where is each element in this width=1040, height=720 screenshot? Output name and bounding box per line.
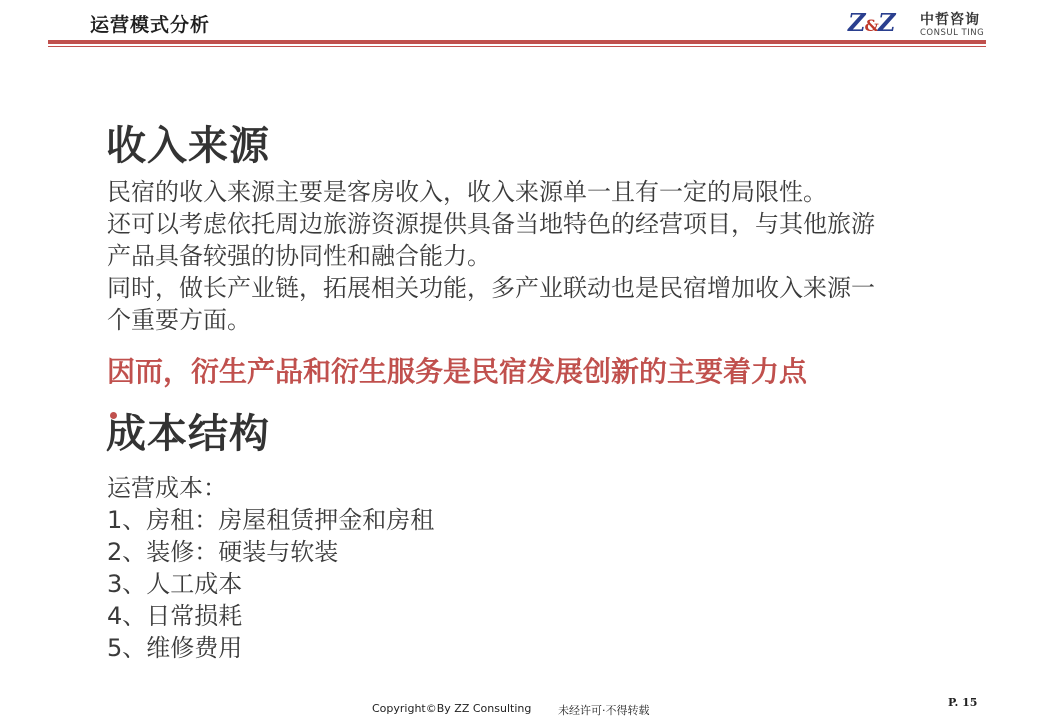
cost-body bbox=[107, 472, 987, 664]
slide-title: 运营模式分析 bbox=[90, 14, 211, 36]
income-heading: 收入来源 bbox=[106, 123, 270, 169]
cost-line: 3、人工成本 bbox=[107, 570, 243, 598]
footer-copyright: Copyright©By ZZ Consulting bbox=[372, 702, 532, 715]
header-divider-thick bbox=[48, 40, 986, 44]
income-line: 同时，做长产业链，拓展相关功能，多产业联动也是民宿增加收入来源一 bbox=[107, 274, 875, 302]
income-body bbox=[107, 176, 987, 336]
income-line: 还可以考虑依托周边旅游资源提供具备当地特色的经营项目，与其他旅游 bbox=[107, 210, 875, 238]
page-number: P. 15 bbox=[948, 696, 978, 709]
cost-line: 1、房租：房屋租赁押金和房租 bbox=[107, 506, 435, 534]
cost-line: 5、维修费用 bbox=[107, 634, 243, 662]
cost-line: 运营成本： bbox=[107, 474, 227, 502]
footer-notice: 未经许可·不得转载 bbox=[558, 704, 650, 717]
cost-heading: 成本结构 bbox=[106, 411, 270, 457]
logo-mark: Z&Z bbox=[848, 8, 895, 37]
income-line: 民宿的收入来源主要是客房收入，收入来源单一且有一定的局限性。 bbox=[107, 178, 827, 206]
income-line: 产品具备较强的协同性和融合能力。 bbox=[107, 242, 491, 270]
company-logo bbox=[848, 8, 988, 40]
cost-line: 4、日常损耗 bbox=[107, 602, 243, 630]
cost-line: 2、装修：硬装与软装 bbox=[107, 538, 339, 566]
header-divider-thin bbox=[48, 46, 986, 47]
logo-chinese-name: 中哲咨询 bbox=[920, 12, 980, 28]
income-emphasis: 因而，衍生产品和衍生服务是民宿发展创新的主要着力点 bbox=[107, 355, 808, 388]
logo-english-name: CONSUL TING bbox=[920, 28, 985, 38]
income-line: 个重要方面。 bbox=[107, 306, 251, 334]
